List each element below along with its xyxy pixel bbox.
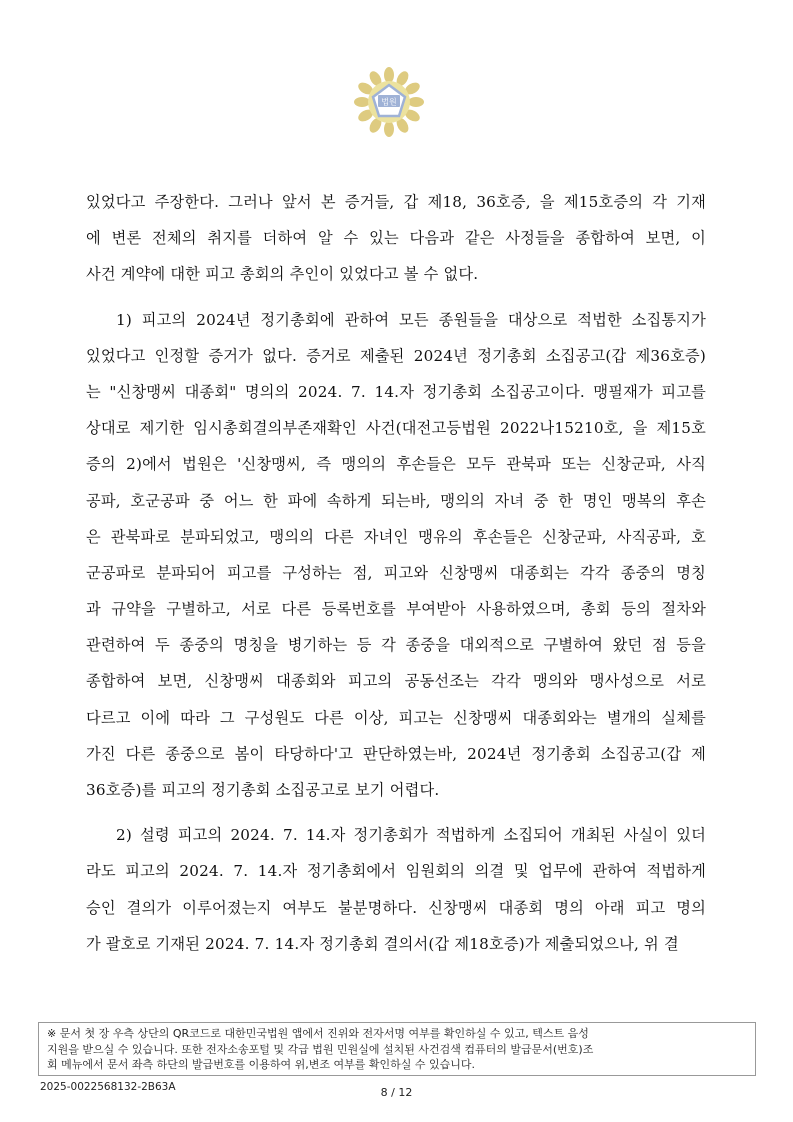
emblem-label: 법원: [381, 97, 397, 107]
text-line: 군공파로 분파되어 피고를 구성하는 점, 피고와 신창맹씨 대종회는 각각 종중의 명칭: [86, 563, 706, 582]
document-number: 2025-0022568132-2B63A: [40, 1081, 176, 1093]
text-line: 2) 설령 피고의 2024. 7. 14.자 정기총회가 적법하게 소집되어 개최된 사실이 있더: [116, 826, 706, 845]
text-line: 있었다고 인정할 증거가 없다. 증거로 제출된 2024년 정기총회 소집공고(갑 제36호증): [86, 346, 706, 365]
text-line: 승인 결의가 이루어졌는지 여부도 불분명하다. 신창맹씨 대종회 명의 아래 피고 명의: [86, 898, 706, 917]
verification-notice: [38, 1022, 756, 1076]
text-line: 관련하여 두 종중의 명칭을 병기하는 등 각 종중을 대외적으로 구별하여 왔던 점 등을: [86, 636, 706, 655]
text-line: 가 괄호로 기재된 2024. 7. 14.자 정기총회 결의서(갑 제18호증)가 제출되었으나, 위 결: [86, 934, 679, 953]
page-number: 8 / 12: [380, 1086, 413, 1099]
text-line: 는 "신창맹씨 대종회" 명의의 2024. 7. 14.자 정기총회 소집공고이다. 맹필재가 피고를: [86, 382, 706, 401]
text-line: 상대로 제기한 임시총회결의부존재확인 사건(대전고등법원 2022나15210호, 을 제15호: [86, 419, 706, 438]
text-line: 증의 2)에서 법원은 '신창맹씨, 즉 맹의의 후손들은 모두 관북파 또는 신창군파, 사직: [86, 455, 706, 474]
text-line: 있었다고 주장한다. 그러나 앞서 본 증거들, 갑 제18, 36호증, 을 제15호증의 각 기재: [86, 193, 706, 211]
text-line: 다르고 이에 따라 그 구성원도 다른 이상, 피고는 신창맹씨 대종회와는 별개의 실체를: [86, 708, 706, 727]
text-line: 공파, 호군공파 중 어느 한 파에 속하게 되는바, 맹의의 자녀 중 한 명인 맹복의 후손: [86, 491, 706, 510]
text-line: 라도 피고의 2024. 7. 14.자 정기총회에서 임원회의 의결 및 업무에 관하여 적법하게: [86, 862, 706, 881]
text-line: 종합하여 보면, 신창맹씨 대종회와 피고의 공동선조는 각각 맹의와 맹사성으로 서로: [86, 672, 706, 691]
text-line: 에 변론 전체의 취지를 더하여 알 수 있는 다음과 같은 사정들을 종합하여 보면, 이: [86, 229, 706, 248]
text-line: 과 규약을 구별하고, 서로 다른 등록번호를 부여받아 사용하였으며, 총회 등의 절차와: [86, 600, 706, 619]
paragraph-1: [86, 184, 706, 293]
text-line: 가진 다른 종중으로 봄이 타당하다'고 판단하였는바, 2024년 정기총회 소집공고(갑 제: [86, 744, 706, 763]
court-emblem-icon: [353, 66, 425, 138]
text-line: 1) 피고의 2024년 정기총회에 관하여 모든 종원들을 대상으로 적법한 소집통지가: [116, 310, 706, 329]
notice-line: 회 메뉴에서 문서 좌측 하단의 발급번호를 이용하여 위,변조 여부를 확인하실 수 있습니다.: [47, 1058, 475, 1071]
text-line: 은 관북파로 분파되었고, 맹의의 다른 자녀인 맹유의 후손들은 신창군파, 사직공파, 호: [86, 527, 706, 546]
document-body: [86, 184, 706, 962]
text-line: 사건 계약에 대한 피고 총회의 추인이 있었다고 볼 수 없다.: [86, 265, 479, 284]
notice-line: ※ 문서 첫 장 우측 상단의 QR코드로 대한민국법원 앱에서 진위와 전자서명 여부를 확인하실 수 있고, 텍스트 음성: [47, 1027, 589, 1040]
paragraph-2: [86, 302, 706, 809]
text-line: 36호증)를 피고의 정기총회 소집공고로 보기 어렵다.: [86, 781, 440, 799]
paragraph-3: [86, 817, 706, 962]
notice-line: 지원을 받으실 수 있습니다. 또한 전자소송포털 및 각급 법원 민원실에 설치된 사건검색 컴퓨터의 발급문서(번호)조: [47, 1042, 594, 1056]
